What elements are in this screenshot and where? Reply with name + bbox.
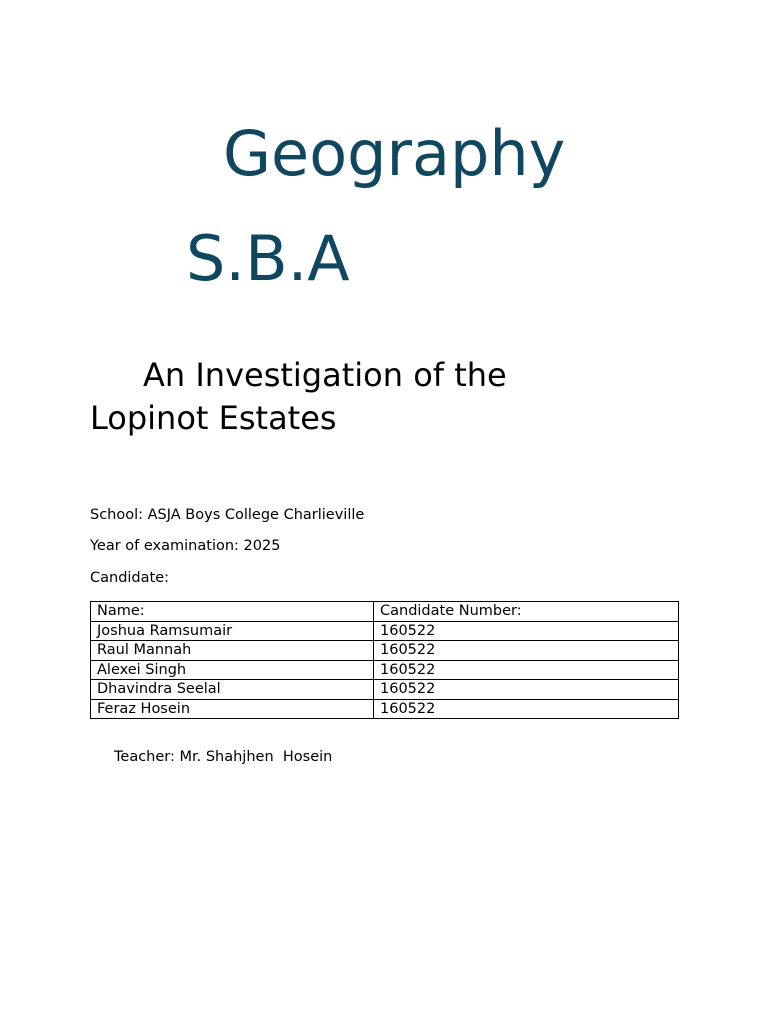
year-line: Year of examination: 2025 [90,538,281,554]
candidate-name-cell: Feraz Hosein [91,699,374,719]
teacher-line: Teacher: Mr. Shahjhen Hosein [114,749,333,765]
table-row [91,680,679,700]
candidates-table [90,601,679,719]
subject-title: Geography [223,117,566,190]
table-row [91,641,679,661]
table-header-row [91,602,679,622]
candidate-number-cell: 160522 [374,680,679,700]
table-row [91,660,679,680]
assessment-title: S.B.A [186,222,350,295]
name-column-header: Name: [91,602,374,622]
candidate-label: Candidate: [90,570,170,586]
candidate-name-cell: Joshua Ramsumair [91,621,374,641]
candidate-name-cell: Dhavindra Seelal [91,680,374,700]
school-line: School: ASJA Boys College Charlieville [90,507,365,523]
candidate-number-cell: 160522 [374,641,679,661]
table-row [91,699,679,719]
candidate-number-cell: 160522 [374,621,679,641]
candidate-name-cell: Alexei Singh [91,660,374,680]
project-heading: An Investigation of the Lopinot Estates [90,356,507,437]
table-row [91,621,679,641]
candidate-name-cell: Raul Mannah [91,641,374,661]
candidate-number-column-header: Candidate Number: [374,602,679,622]
candidate-number-cell: 160522 [374,660,679,680]
candidate-number-cell: 160522 [374,699,679,719]
